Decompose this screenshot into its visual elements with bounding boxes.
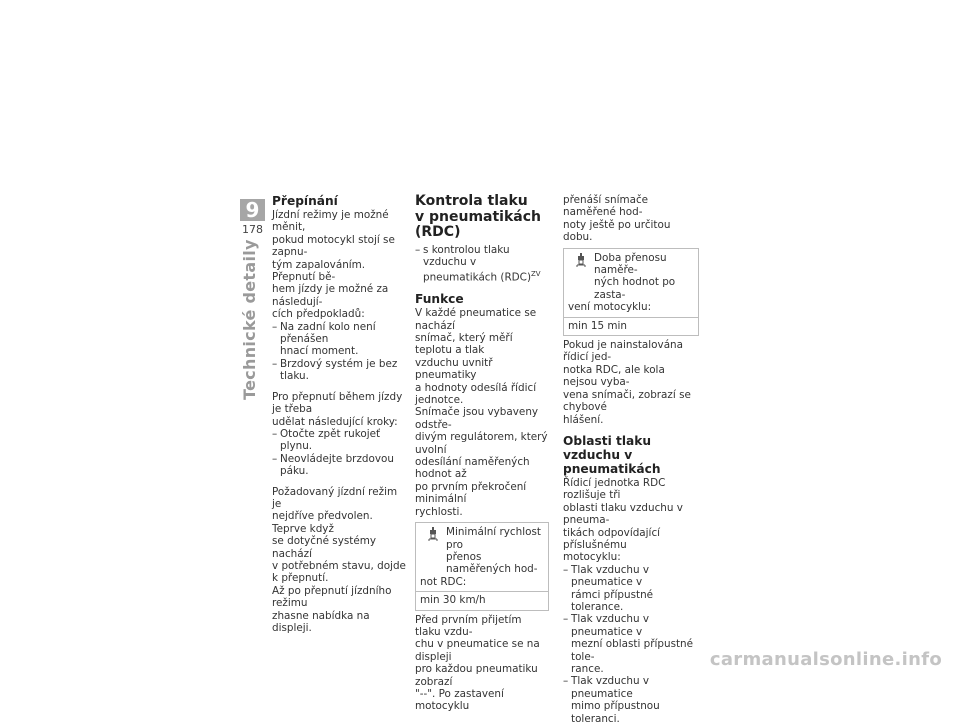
section-title-rdc: Kontrola tlaku v pneumatikách (RDC) [415,193,541,240]
list-item: – Otočte zpět rukojeť plynu. [272,427,381,453]
paragraph: Před prvním přijetím tlaku vzdu- chu v pneumatice se na displeji pro každou pneumatiku zobrazí "--". Po zastavení motocyklu [415,613,540,713]
spark-plug-icon [574,253,588,271]
paragraph: V každé pneumatice se nachází snímač, který měří teplotu a tlak vzduchu uvnitř pneumatiky a hodnoty odesílá řídicí jednotce. Snímače jsou vybaveny odstře- divým regulátorem, který uvolní odesílání naměřených hodnot až po prvním překročení minimální rychlosti. [415,307,548,518]
column-2 [415,194,549,713]
paragraph: Jízdní režimy je možné měnit, pokud motocykl stojí se zapnu- tým zapalováním. Přepnutí bě- hem jízdy je možné za následují- cích předpokladů: [272,209,395,321]
info-value: min 30 km/h [416,591,548,609]
list-item: – Brzdový systém je bez tlaku. [272,357,398,383]
list-item: – Na zadní kolo není přenášen hnací moment. [272,320,376,358]
paragraph: přenáší snímače naměřené hod- noty ještě po určitou dobu. [563,194,671,244]
list-item: – Tlak vzduchu v pneumatice v mezní oblasti přípustné tole- rance. [563,613,694,675]
list-item: – Neovládejte brzdovou páku. [272,452,394,478]
column-3 [563,194,699,725]
info-box-transfer-time: Doba přenosu naměře- ných hodnot po zasta- vení motocyklu: min 15 min [563,248,699,336]
info-value: min 15 min [564,317,698,335]
paragraph: Požadovaný jízdní režim je nejdříve předvolen. Teprve když se dotyčné systémy nachází v potřebném stavu, dojde k přepnutí. Až po přepnutí jízdního režimu zhasne nabídka na displeji. [272,485,406,634]
section-heading-prepinani: Přepínání [272,194,338,208]
subheading-funkce: Funkce [415,292,464,307]
list-item: – s kontrolou tlaku vzduchu v pneumatikách (RDC)$^{ZV}$ [415,243,541,284]
page-number: 178 [242,223,263,236]
spark-plug-icon [426,527,440,545]
chapter-title-vertical: Technické detaily [240,239,259,400]
option-marker: ZV [531,270,541,279]
list-item: – Tlak vzduchu v pneumatice v rámci přípustné tolerance. [563,563,654,613]
section-heading-pressure-ranges: Oblasti tlaku vzduchu v pneumatikách [563,433,661,476]
paragraph: Řídicí jednotka RDC rozlišuje tři oblasti tlaku vzduchu v pneuma- tikách odpovídající příslušnému motocyklu: [563,476,683,564]
chapter-number: 9 [240,199,265,221]
info-box-min-speed: Minimální rychlost pro přenos naměřených hod- not RDC: min 30 km/h [415,522,549,610]
column-1 [272,194,406,634]
list-item: – Tlak vzduchu v pneumatice mimo přípustnou toleranci. [563,675,660,725]
paragraph: Pro přepnutí během jízdy je třeba udělat následující kroky: [272,390,403,428]
paragraph: Pokud je nainstalována řídicí jed- notka RDC, ale kola nejsou vyba- vena snímači, zobrazí se chybové hlášení. [563,339,691,426]
watermark: carmanualsonline.info [709,649,942,670]
